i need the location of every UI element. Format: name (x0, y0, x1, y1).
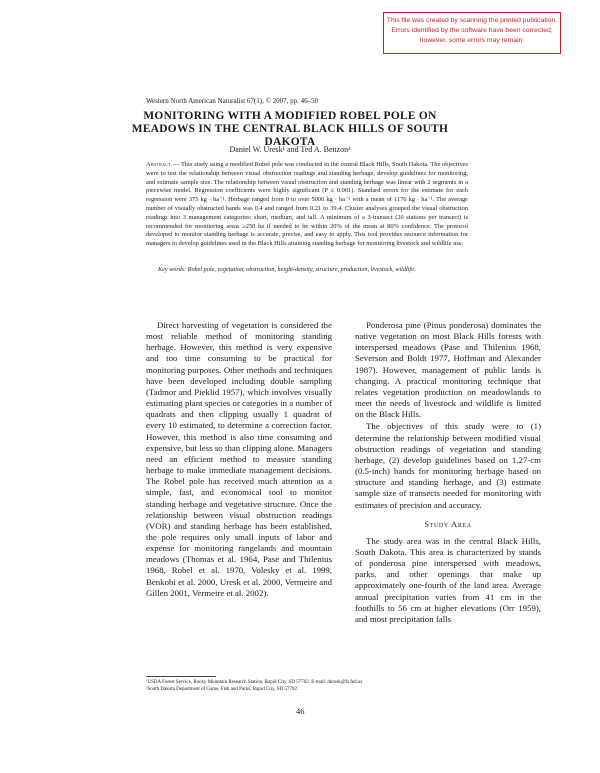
body-paragraph: The objectives of this study were to (1) determine the relationship between modified visual obstruction readings of vegetation and standing herbage, (2) develop guidelines based on 1.27-cm (0.5-inch) bands for monitoring herbage based on structure and standing herbage, and (3) estimate sample size of transects needed for monitoring with estimates of precision and accuracy. (355, 421, 541, 510)
authors: Daniel W. Uresk¹ and Ted A. Benzon² (229, 145, 351, 154)
footnote-divider (146, 676, 216, 677)
body-column-left (146, 320, 332, 599)
body-paragraph: The study area was in the central Black Hills, South Dakota. This area is characterized by stands of ponderosa pine interspersed with meadows, parks, and other openings that make up approximately one-fourth of the land area. Average annual precipitation varies from 41 cm in the foothills to 56 cm at higher elevations (Orr 1959), and most precipitation falls (355, 535, 541, 624)
body-paragraph: Ponderosa pine (Pinus ponderosa) dominates the native vegetation on most Black Hills forests with interspersed meadows (Pase and Thilenius 1968, Severson and Boldt 1977, Hoffman and Alexander 1987). However, management of public lands is changing. A practical monitoring technique that relates vegetation production on meadowlands to meet the needs of livestock and wildlife is limited on the Black Hills. (355, 320, 541, 420)
body-column-right (355, 320, 541, 625)
page-number: 46 (296, 706, 305, 716)
section-heading-study-area: Study Area (424, 518, 472, 529)
abstract-text: — This study using a modified Robel pole was conducted in the central Black Hills, South Dakota. The objectives were to test the relationship between visual obstruction readings and standing herbage, develop guidelines for monitoring, and estimate sample size. The relationship between visual obstruction and standing herbage was linear with 2 segments in a piecewise model. Regression coefficients were highly significant (P ≤ 0.001). Standard errors for the estimate for each regression were 375 kg · ha⁻¹. Herbage ranged from 0 to over 5000 kg · ha⁻¹ with a mean of 1176 kg · ha⁻¹. The average number of visually obstructed bands was 0.4 and ranged from 0.21 to 39.4. Cluster analyses grouped the visual obstruction readings into 3 management categories: short, medium, and tall. A minimum of a 3-transect (20 stations per transect) is recommended for monitoring areas ≥250 ha if needed to be within 20% of the mean at 80% confidence. The protocol developed to monitor standing herbage is accurate, precise, and easy to apply. This tool provides resource information for managers to develop guidelines used in the Black Hills attaining standing herbage for monitoring livestock and wildlife use. (146, 161, 468, 248)
keywords: Key words: Robel pole, vegetation, obstruction, height-density, structure, production, livestock, wildlife. (158, 266, 416, 273)
abstract-label: Abstract. (146, 161, 173, 168)
scan-notice: This file was created by scanning the printed publication. Errors identified by the software have been corrected; however, some errors may remain. (383, 12, 561, 54)
footnote: ²South Dakota Department of Game, Fish and Parks, Rapid City, SD 57702. (146, 687, 299, 692)
footnote: ¹USDA Forest Service, Rocky Mountain Research Station, Rapid City, SD 57702. E-mail: duresk@fs.fed.us (146, 680, 363, 685)
footnotes (146, 679, 468, 693)
article-title: MONITORING WITH A MODIFIED ROBEL POLE ON MEADOWS IN THE CENTRAL BLACK HILLS OF SOUTH DAKOTA (131, 110, 449, 148)
body-paragraph: Direct harvesting of vegetation is considered the most reliable method of monitoring standing herbage. However, this method is very expensive and too time consuming to be practical for monitoring purposes. Other methods and techniques have been developed including double sampling (Tadmor and Pieklid 1957), which involves visually estimating plant species or categories in a number of quadrats and then clipping usually 1 quadrat of every 10 estimated, to determine a correction factor. However, this method is also time consuming and expensive, but less so than clipping alone. Managers need an efficient method to measure standing herbage to make immediate management decisions. The Robel pole has received much attention as a simple, fast, and economical tool to monitor standing herbage and vegetative structure. Once the relationship between visual obstruction readings (VOR) and standing herbage has been established, the pole requires only small inputs of labor and expense for monitoring rangelands and mountain meadows (Thomas et al. 1964, Pase and Thilenius 1968, Robel et al. 1970, Volesky et al. 1999, Benkobi et al. 2000, Uresk et al. 2000, Vermeire and Gillen 2001, Vermeire et al. 2002). (146, 320, 332, 598)
journal-citation: Western North American Naturalist 67(1), © 2007, pp. 46–50 (146, 97, 319, 105)
abstract (146, 161, 468, 249)
